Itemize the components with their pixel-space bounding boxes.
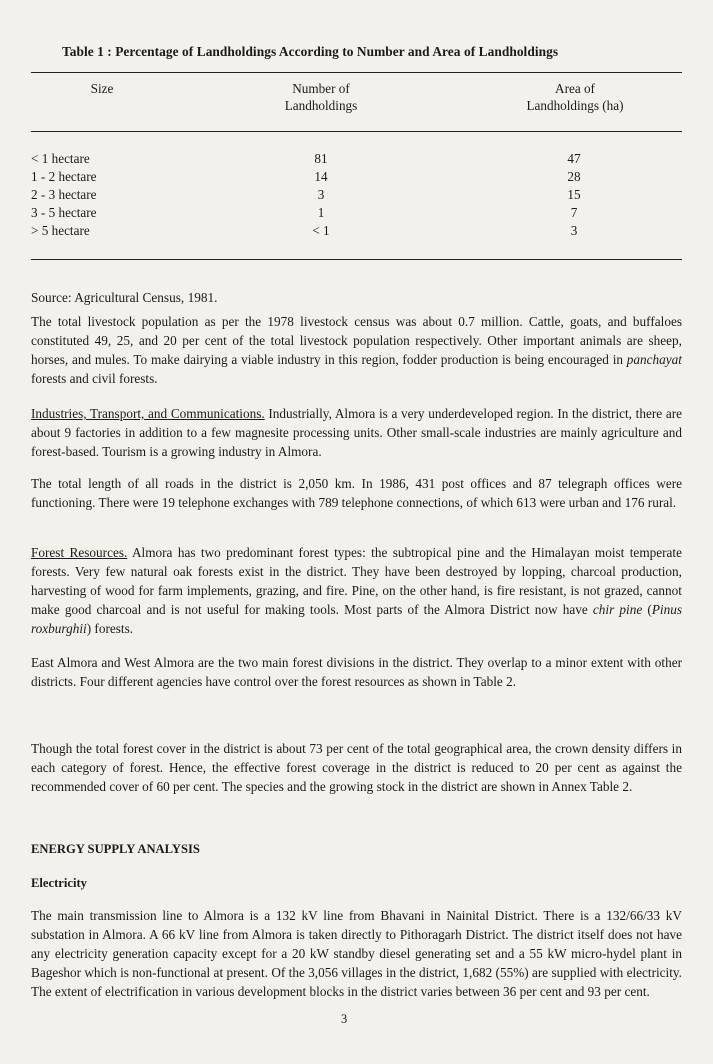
paragraph-forest-resources: Forest Resources. Almora has two predominant forest types: the subtropical pine and the Himalayan moist temperate forests. Very few natural oak forests exist in the district. They have been destroyed by lopping, charcoal production, harvesting of wood for farm implements, grazing, and fire. Pine, on the other hand, is fire resistant, is not grazed, cannot make good charcoal and is not useful for making tools. Most parts of the Almora District now have chir pine (Pinus roxburghii) forests. [31,545,682,636]
header-number-of-landholdings [266,80,376,114]
table-bottom-rule [31,259,682,260]
header-area-of-landholdings [510,80,640,114]
table-row-4-number: 1 [317,205,325,220]
table-row-2-number: 14 [314,169,328,184]
table-row-1-size: < 1 hectare [31,151,90,166]
forest-heading: Forest Resources. [31,545,128,560]
paragraph-forest-divisions: East Almora and West Almora are the two main forest divisions in the district. They overlap to a minor extent with other districts. Four different agencies have control over the forest resources as shown in Table 2. [31,655,682,689]
paragraph-industries: Industries, Transport, and Communications. Industrially, Almora is a very underdeveloped region. In the district, there are about 9 factories in addition to a few magnesite processing units. Other small-scale industries are mainly agriculture and forest-based. Tourism is a growing industry in Almora. [31,406,682,459]
header-area-line1: Area of [555,81,595,96]
table-row-2-size: 1 - 2 hectare [31,169,97,184]
table-row-1-area: 47 [567,151,581,166]
paragraph-roads: The total length of all roads in the district is 2,050 km. In 1986, 431 post offices and 87 telegraph offices were functioning. There were 19 telephone exchanges with 789 telephone connections, of which 613 were urban and 176 rural. [31,476,682,510]
table-title: Table 1 : Percentage of Landholdings According to Number and Area of Landholdings [62,44,559,59]
table-row-5-number: < 1 [312,223,330,238]
table-row-3-area: 15 [567,187,581,202]
paragraph-forest-cover: Though the total forest cover in the district is about 73 per cent of the total geographical area, the crown density differs in each category of forest. Hence, the effective forest coverage in the district is reduced to 20 per cent as against the recommended cover of 60 per cent. The species and the growing stock in the district are shown in Annex Table 2. [31,741,682,794]
table-row-4-size: 3 - 5 hectare [31,205,97,220]
paragraph-electricity: The main transmission line to Almora is a 132 kV line from Bhavani in Nainital District. There is a 132/66/33 kV substation in Almora. A 66 kV line from Almora is taken directly to Pithoragarh District. The district itself does not have any electricity generation capacity except for a 20 kW standby diesel generating set and a 55 kW micro-hydel plant in Bageshor which is non-functional at present. Of the 3,056 villages in the district, 1,682 (55%) are supplied with electricity. The extent of electrification in various development blocks in the district varies between 36 per cent and 93 per cent. [31,908,682,999]
page-number: 3 [341,1012,348,1026]
table-row-3-number: 3 [317,187,325,202]
section-heading-energy: ENERGY SUPPLY ANALYSIS [31,842,200,856]
table-top-rule [31,72,682,73]
header-size: Size [90,81,114,96]
paragraph-livestock: The total livestock population as per the 1978 livestock census was about 0.7 million. Cattle, goats, and buffaloes constituted 49, 25, and 20 per cent of the total livestock population respectively. Other important animals are sheep, horses, and mules. To make dairying a viable industry in this region, fodder production is being encouraged in panchayat forests and civil forests. [31,314,682,386]
table-source: Source: Agricultural Census, 1981. [31,290,218,305]
header-number-line2: Landholdings [284,98,358,113]
industries-heading: Industries, Transport, and Communications. [31,406,265,421]
table-row-1-number: 81 [314,151,328,166]
table-header-rule [31,131,682,132]
table-row-5-area: 3 [570,223,578,238]
table-row-3-size: 2 - 3 hectare [31,187,97,202]
header-number-line1: Number of [292,81,350,96]
table-row-4-area: 7 [570,205,578,220]
header-area-line2: Landholdings (ha) [526,98,624,113]
table-row-5-size: > 5 hectare [31,223,90,238]
table-row-2-area: 28 [567,169,581,184]
subheading-electricity: Electricity [31,876,87,890]
